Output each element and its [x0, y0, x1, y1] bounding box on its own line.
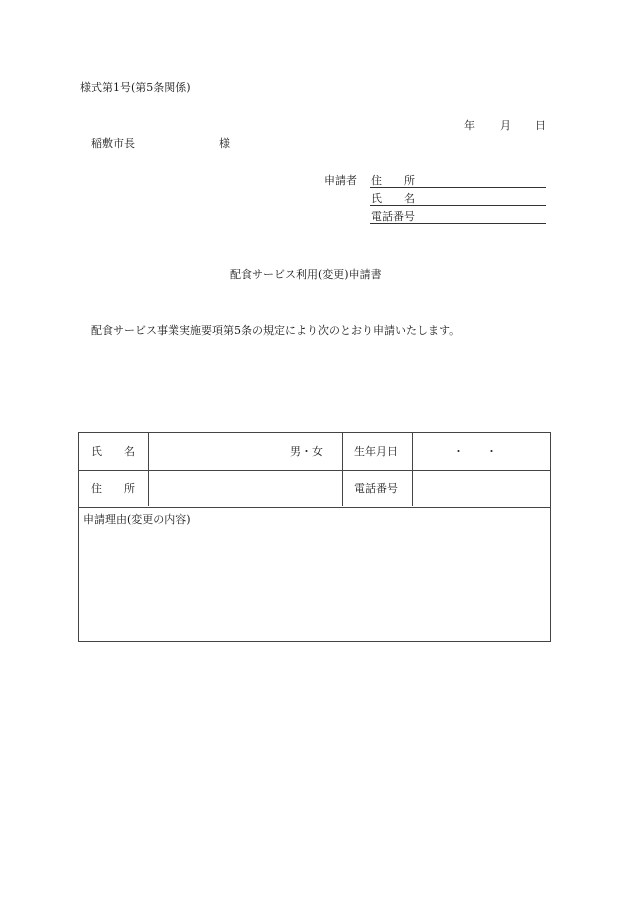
date-month-label: 月: [500, 119, 511, 132]
applicant-name-label: 氏 名: [371, 192, 415, 205]
applicant-name-line[interactable]: [370, 205, 546, 206]
date-year-label: 年: [464, 119, 475, 132]
gender-options[interactable]: 男・女: [290, 445, 323, 458]
applicant-address-label: 住 所: [371, 174, 415, 187]
addressee-name: 稲敷市長: [91, 137, 135, 150]
birth-date-label: 生年月日: [354, 445, 398, 458]
application-table: [78, 432, 551, 642]
address-label: 住 所: [91, 482, 135, 495]
reason-label: 申請理由(変更の内容): [83, 513, 191, 526]
applicant-phone-label: 電話番号: [371, 210, 415, 223]
phone-field[interactable]: [413, 471, 550, 507]
applicant-phone-line[interactable]: [370, 223, 546, 224]
column-divider: [342, 433, 343, 506]
addressee-honorific: 様: [219, 137, 230, 150]
row-divider: [79, 507, 550, 508]
phone-label: 電話番号: [354, 482, 398, 495]
applicant-address-line[interactable]: [370, 187, 546, 188]
page-title: 配食サービス利用(変更)申請書: [230, 268, 382, 281]
form-number: 様式第1号(第5条関係): [80, 81, 191, 94]
address-field[interactable]: [149, 471, 342, 507]
name-label: 氏 名: [91, 445, 135, 458]
reason-field[interactable]: [79, 529, 550, 641]
birth-date-field[interactable]: ・ ・: [453, 445, 497, 458]
applicant-label: 申請者: [324, 174, 357, 187]
body-text: 配食サービス事業実施要項第5条の規定により次のとおり申請いたします。: [91, 324, 461, 337]
date-day-label: 日: [535, 119, 546, 132]
